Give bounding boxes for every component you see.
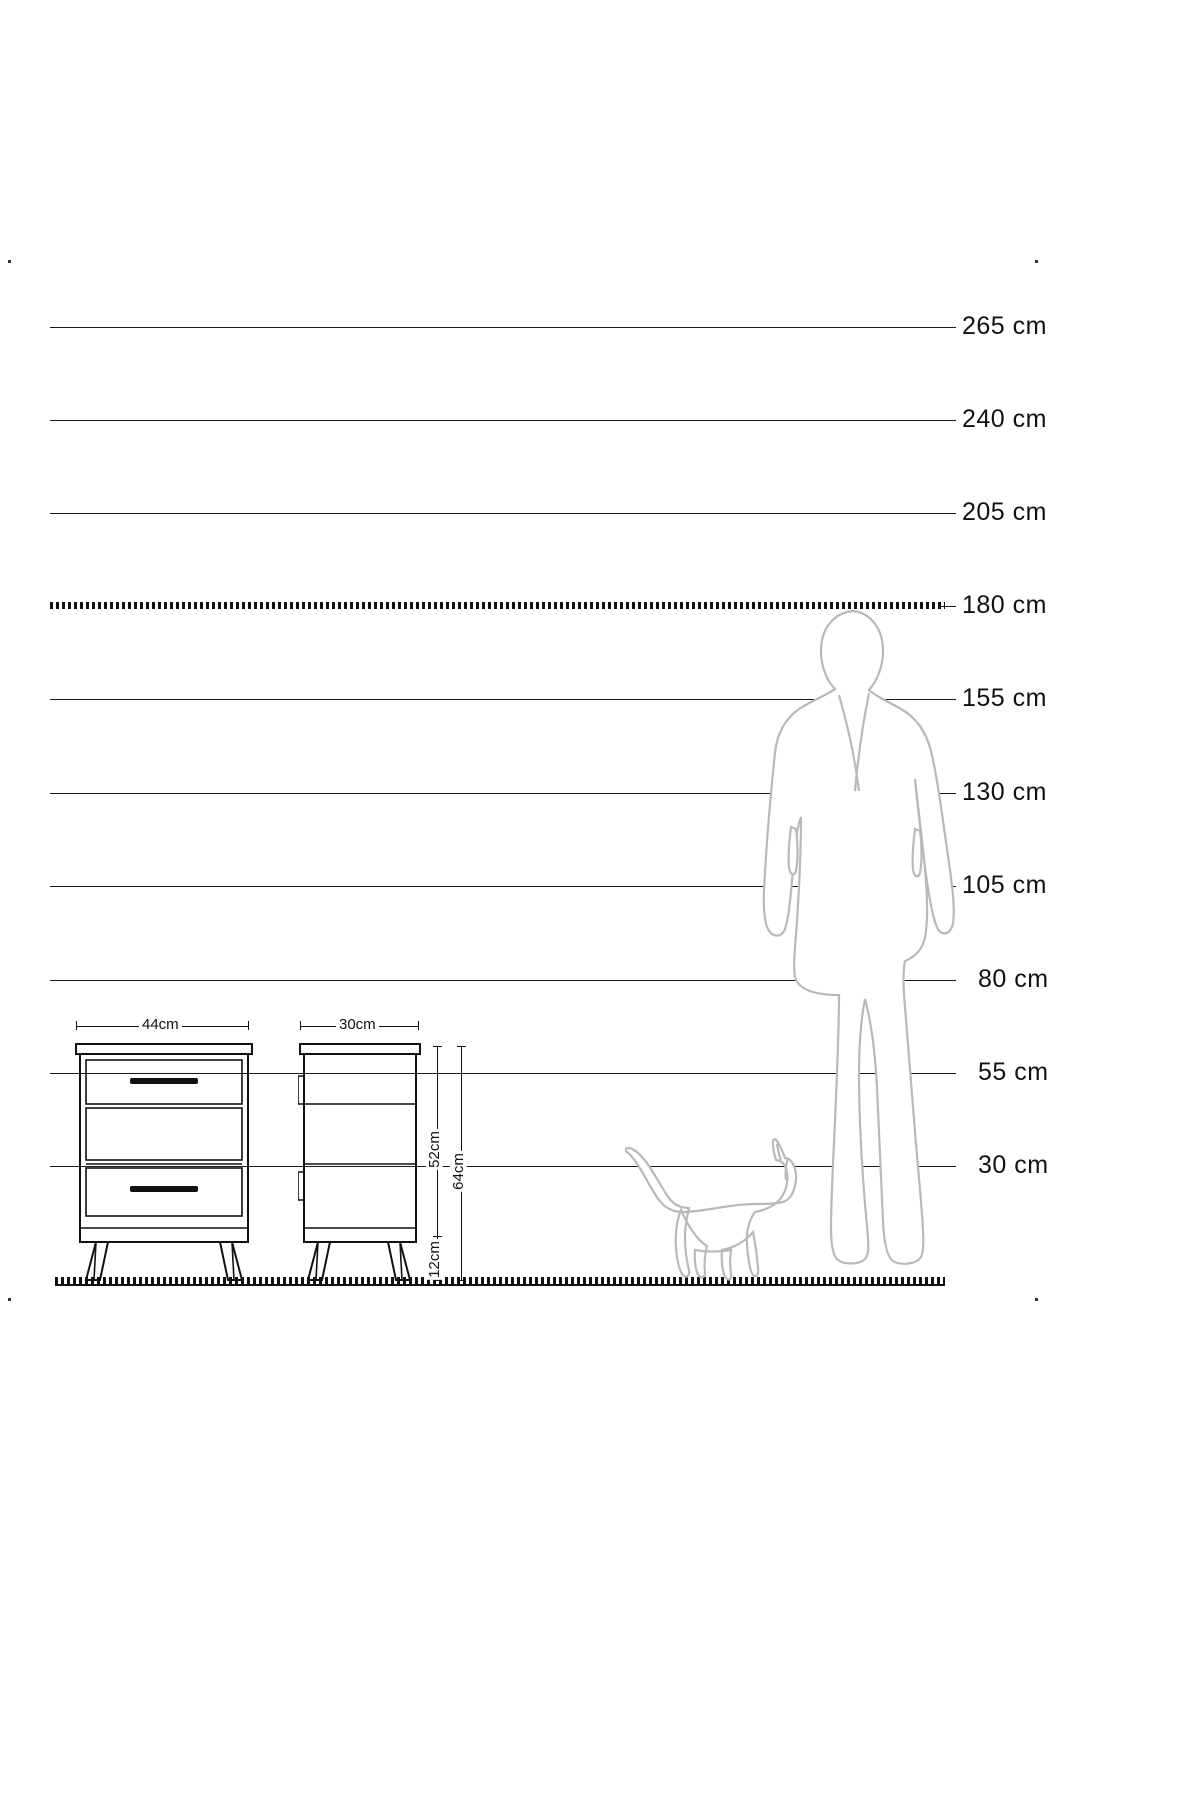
scale-tick-205 bbox=[938, 513, 956, 514]
dimension-cap-64-top bbox=[457, 1046, 466, 1047]
nightstand-side-view bbox=[298, 1042, 422, 1284]
scale-tick-265 bbox=[938, 327, 956, 328]
corner-marker-bottom-left bbox=[8, 1298, 11, 1301]
scale-label-130: 130 cm bbox=[962, 778, 1047, 806]
dimension-cap-64-bottom bbox=[457, 1280, 466, 1281]
corner-marker-top-left bbox=[8, 260, 11, 263]
scale-line-265 bbox=[50, 327, 945, 328]
dimension-cap-30-left bbox=[300, 1021, 301, 1030]
scale-line-240 bbox=[50, 420, 945, 421]
nightstand-front-view bbox=[74, 1042, 254, 1284]
cat-silhouette bbox=[625, 1128, 805, 1284]
dimension-cap-12-bottom bbox=[433, 1280, 442, 1281]
dimension-cap-52-top bbox=[433, 1046, 442, 1047]
scale-label-30: 30 cm bbox=[978, 1151, 1049, 1179]
dimension-cap-44-right bbox=[248, 1021, 249, 1030]
scale-label-80: 80 cm bbox=[978, 965, 1049, 993]
scale-label-180: 180 cm bbox=[962, 591, 1047, 619]
dimension-label-12cm: 12cm bbox=[425, 1241, 443, 1278]
dimension-label-52cm: 52cm bbox=[425, 1131, 443, 1168]
corner-marker-top-right bbox=[1035, 260, 1038, 263]
scale-label-205: 205 cm bbox=[962, 498, 1047, 526]
dimension-cap-44-left bbox=[76, 1021, 77, 1030]
dimension-cap-30-right bbox=[418, 1021, 419, 1030]
scale-label-240: 240 cm bbox=[962, 405, 1047, 433]
dimension-label-44cm: 44cm bbox=[139, 1016, 182, 1033]
scale-label-55: 55 cm bbox=[978, 1058, 1049, 1086]
dimension-label-64cm: 64cm bbox=[449, 1153, 467, 1190]
scale-label-155: 155 cm bbox=[962, 684, 1047, 712]
scale-label-105: 105 cm bbox=[962, 871, 1047, 899]
scale-line-205 bbox=[50, 513, 945, 514]
scale-label-265: 265 cm bbox=[962, 312, 1047, 340]
dimension-label-30cm: 30cm bbox=[336, 1016, 379, 1033]
corner-marker-bottom-right bbox=[1035, 1298, 1038, 1301]
scale-tick-240 bbox=[938, 420, 956, 421]
